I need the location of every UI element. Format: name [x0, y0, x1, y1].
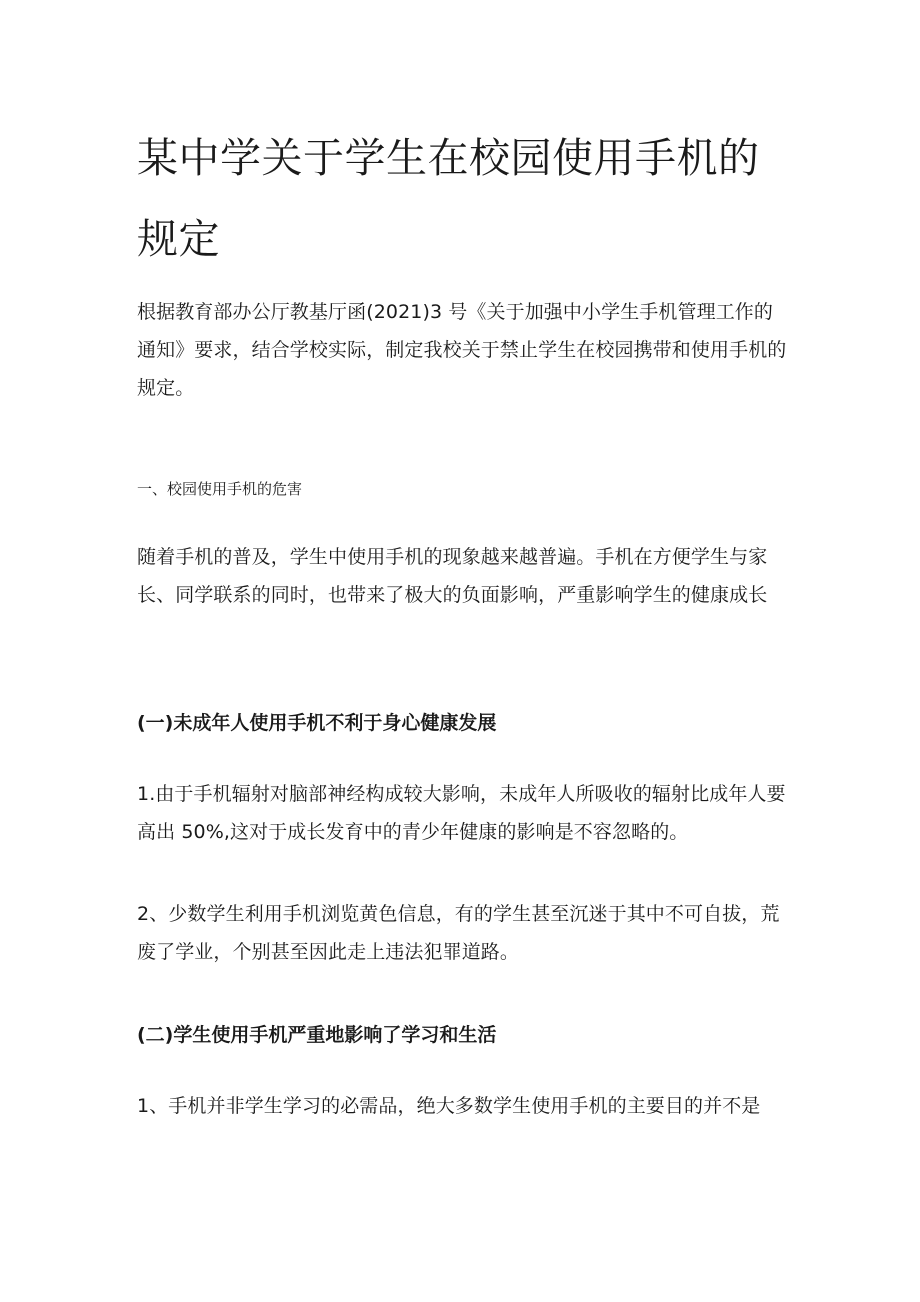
subsection-heading-2: (二)学生使用手机严重地影响了学习和生活 [137, 1024, 497, 1046]
subsection1-item-2: 2、少数学生利用手机浏览黄色信息，有的学生甚至沉迷于其中不可自拔，荒废了学业，个别甚至因此走上违法犯罪道路。 [137, 903, 780, 963]
intro-paragraph: 根据教育部办公厅教基厅函(2021)3 号《关于加强中小学生手机管理工作的通知》要求，结合学校实际，制定我校关于禁止学生在校园携带和使用手机的规定。 [137, 301, 787, 399]
document-title: 某中学关于学生在校园使用手机的规定 [137, 134, 760, 263]
subsection2-item-1: 1、手机并非学生学习的必需品，绝大多数学生使用手机的主要目的并不是 [137, 1095, 761, 1117]
section1-paragraph: 随着手机的普及，学生中使用手机的现象越来越普遍。手机在方便学生与家长、同学联系的同时，也带来了极大的负面影响，严重影响学生的健康成长 [137, 546, 768, 606]
subsection-heading-1: (一)未成年人使用手机不利于身心健康发展 [137, 712, 497, 734]
section-heading-1: 一、校园使用手机的危害 [137, 480, 303, 498]
subsection1-item-1: 1.由于手机辐射对脑部神经构成较大影响，未成年人所吸收的辐射比成年人要高出 50%,这对于成长发育中的青少年健康的影响是不容忽略的。 [137, 783, 786, 843]
